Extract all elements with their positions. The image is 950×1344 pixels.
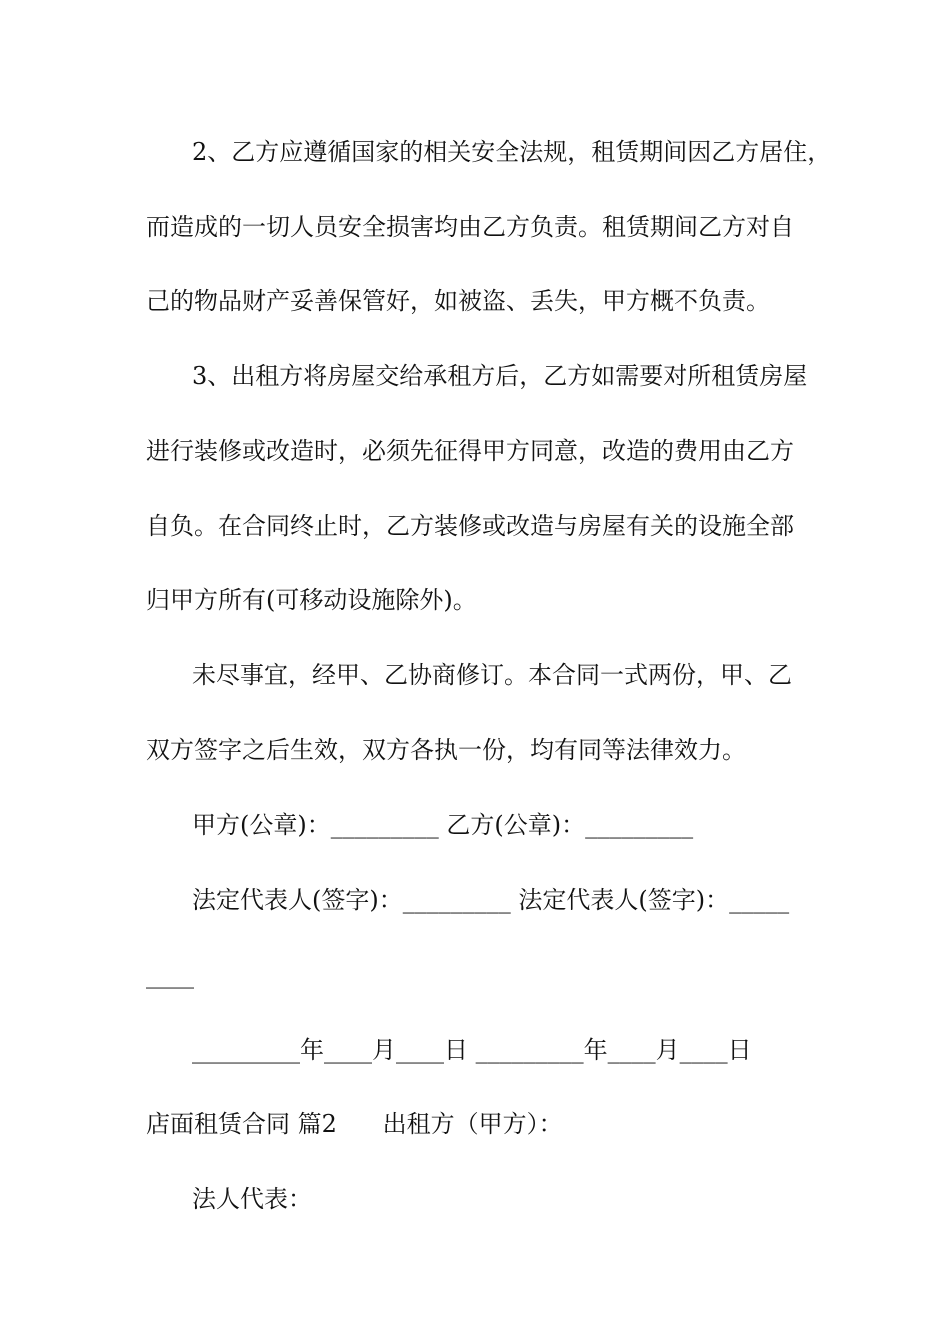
contract-section-heading: 店面租赁合同 篇2 出租方（甲方）： <box>146 1110 563 1138</box>
paragraph-2-line-3: 己的物品财产妥善保管好，如被盗、丢失，甲方概不负责。 <box>146 287 770 315</box>
company-seal-line: 甲方(公章)：_________ 乙方(公章)：_________ <box>192 811 694 839</box>
date-line: _________年____月____日 _________年____月____日 <box>192 1036 752 1064</box>
legal-representative-line-continued: ____ <box>146 961 194 989</box>
closing-paragraph-line-1: 未尽事宜，经甲、乙协商修订。本合同一式两份，甲、乙 <box>192 661 792 689</box>
paragraph-3-line-3: 自负。在合同终止时，乙方装修或改造与房屋有关的设施全部 <box>146 512 794 540</box>
paragraph-2-line-2: 而造成的一切人员安全损害均由乙方负责。租赁期间乙方对自 <box>146 213 794 241</box>
paragraph-3-line-4: 归甲方所有(可移动设施除外)。 <box>146 586 477 614</box>
paragraph-3-line-2: 进行装修或改造时，必须先征得甲方同意，改造的费用由乙方 <box>146 437 794 465</box>
closing-paragraph-line-2: 双方签字之后生效，双方各执一份，均有同等法律效力。 <box>146 736 746 764</box>
paragraph-3-line-1: 3、出租方将房屋交给承租方后，乙方如需要对所租赁房屋 <box>192 362 808 390</box>
legal-representative-field: 法人代表： <box>192 1185 312 1213</box>
paragraph-2-line-1: 2、乙方应遵循国家的相关安全法规，租赁期间因乙方居住， <box>192 138 832 166</box>
legal-representative-line: 法定代表人(签字)：_________ 法定代表人(签字)：_____ <box>192 886 790 914</box>
